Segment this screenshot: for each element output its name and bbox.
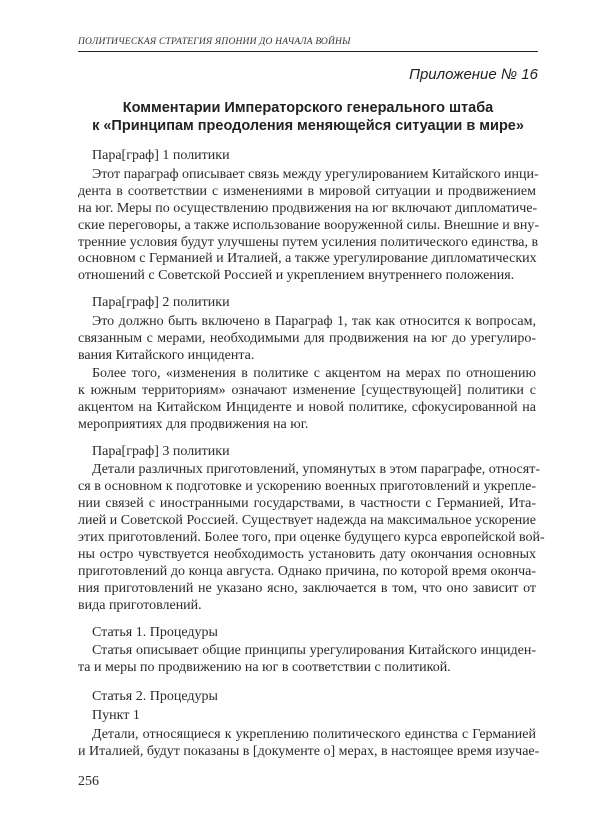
text-line: отношений с Советской Россией и укреплением внутреннего положения. xyxy=(78,268,515,284)
paragraph xyxy=(78,366,536,434)
text-line: ны остро чувствуется необходимость установить дату окончания основных xyxy=(78,546,536,562)
title-line: Комментарии Императорского генерального штаба xyxy=(122,100,494,116)
text-line: тренние условия будут улучшены путем усиления политического единства, в xyxy=(78,234,539,250)
text-line: на юг. Меры по осуществлению продвижения на юг включают дипломатиче- xyxy=(78,200,538,216)
text-line: и Италией, будут показаны в [документе о] мерах, в настоящее время изучае- xyxy=(78,744,540,759)
section xyxy=(78,689,540,761)
section-subheading: Пункт 1 xyxy=(92,708,140,724)
section-heading: Пара[граф] 2 политики xyxy=(92,295,230,311)
paragraph xyxy=(78,166,540,285)
text-line: Более того, «изменения в политике с акцентом на мерах по отношению xyxy=(92,365,536,381)
paragraph xyxy=(78,727,540,761)
title-line: к «Принципам преодоления меняющейся ситуации в мире» xyxy=(92,118,524,134)
running-header: ПОЛИТИЧЕСКАЯ СТРАТЕГИЯ ЯПОНИИ ДО НАЧАЛА ВОЙНЫ xyxy=(78,37,538,52)
text-line: та и меры по продвижению на юг в соответствии с политикой. xyxy=(78,660,451,676)
text-line: вида приготовлений. xyxy=(78,597,202,613)
text-line: основном с Германией и Италией, а также урегулирование дипломатических xyxy=(78,251,537,267)
appendix-label: Приложение № 16 xyxy=(409,66,538,83)
text-line: этих приготовлений. Более того, при оценке будущего курса европейской вой- xyxy=(78,530,545,546)
text-line: мероприятиях для продвижения на юг. xyxy=(78,416,309,432)
text-line: ся в основном к подготовке и ускорению военных приготовлений и укрепле- xyxy=(78,479,536,495)
text-line: нии связей с иностранными государствами, в частности с Германией, Ита- xyxy=(78,496,536,512)
section xyxy=(78,443,545,615)
text-line: Детали различных приготовлений, упомянутых в этом параграфе, относят- xyxy=(92,462,540,478)
document-body xyxy=(78,148,545,762)
text-line: вания Китайского инцидента. xyxy=(78,347,255,363)
text-line: ния приготовлений не указано ясно, заключается в том, что оно зависит от xyxy=(78,580,536,596)
section-heading: Пара[граф] 3 политики xyxy=(92,443,230,459)
paragraph xyxy=(78,643,536,677)
section xyxy=(78,625,536,678)
text-line: Статья описывает общие принципы урегулирования Китайского инциден- xyxy=(92,643,536,659)
text-line: к южным территориям» означают изменение [существующей] политики с xyxy=(78,382,536,398)
section-heading: Пара[граф] 1 политики xyxy=(92,148,230,163)
text-line: связанным с мерами, необходимыми для продвижения на юг до урегулиро- xyxy=(78,331,536,347)
page-number: 256 xyxy=(78,774,99,789)
text-line: ские переговоры, а также использование вооруженной силы. Внешние и вну- xyxy=(78,217,540,233)
text-line: лией и Советской Россией. Существует надежда на максимальное ускорение xyxy=(78,513,536,529)
paragraph xyxy=(78,462,545,614)
text-line: Детали, относящиеся к укреплению политического единства с Германией xyxy=(92,727,536,743)
section-heading: Статья 1. Процедуры xyxy=(92,624,218,640)
section-heading: Статья 2. Процедуры xyxy=(92,689,218,705)
document-title xyxy=(78,99,538,135)
paragraph xyxy=(78,314,536,365)
text-line: Этот параграф описывает связь между урегулированием Китайского инци- xyxy=(92,166,539,182)
section xyxy=(78,295,536,433)
section xyxy=(78,148,540,285)
text-line: акцентом на Китайском Инциденте и новой политике, сфокусированной на xyxy=(78,399,536,415)
text-line: Это должно быть включено в Параграф 1, так как относится к вопросам, xyxy=(92,314,536,330)
text-line: дента в соответствии с изменениями в мировой ситуации и продвижением xyxy=(78,183,536,199)
text-line: приготовлений до конца августа. Однако причина, по которой время оконча- xyxy=(78,563,536,579)
